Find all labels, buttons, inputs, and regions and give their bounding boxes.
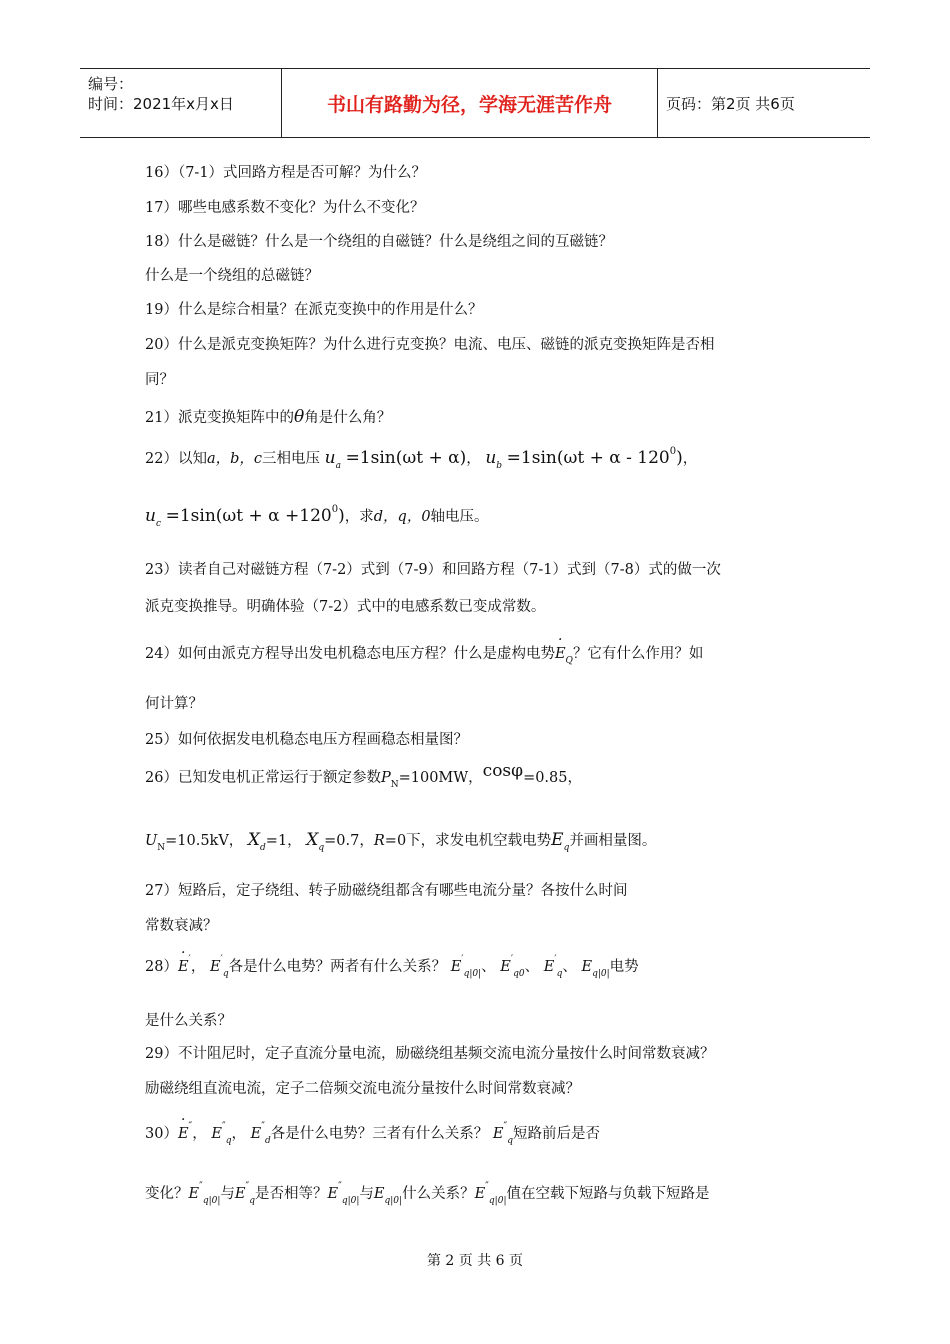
ed-dprime-symbol: E — [250, 1126, 262, 1142]
eq-dprime3-sup: ″ — [245, 1181, 250, 1192]
page-footer: 第 2 页 共 6 页 — [426, 1253, 524, 1269]
e-dprime-symbol: · E — [178, 1124, 189, 1144]
eq0-dprime3-sup: ″ — [485, 1181, 489, 1192]
eq-prime-sub: q — [222, 969, 229, 979]
eq-prime-symbol: E — [209, 959, 221, 975]
question-18-cont: 什么是一个绕组的总磁链？ — [145, 268, 319, 284]
ua-expression: =1sin(ωt + α) — [345, 448, 467, 468]
eq0-dprime-sub: q|0| — [202, 1196, 221, 1206]
question-23-cont: 派克变换推导。明确体验（7-2）式中的电感系数已变成常数。 — [145, 599, 546, 615]
q22-text: 22）以知 — [145, 451, 207, 467]
ub-superscript: 0 — [669, 446, 677, 457]
eq-dprime-symbol: E — [211, 1126, 222, 1142]
q21-text: 21）派克变换矩阵中的 — [145, 410, 294, 426]
question-20-cont: 同？ — [145, 372, 174, 388]
ub-close: ) — [676, 448, 683, 468]
theta-symbol: θ — [293, 407, 305, 427]
ua-symbol: u — [324, 448, 336, 468]
eq-dprime2-sup: ″ — [503, 1121, 508, 1132]
number-label: 编号： — [88, 75, 134, 93]
un-symbol: U — [145, 833, 158, 849]
eq-dprime2-symbol: E — [492, 1126, 504, 1142]
xq-value: =0.7， — [324, 833, 374, 849]
question-24 — [145, 644, 703, 666]
q28-dun2: 、 — [524, 959, 540, 975]
question-24-cont: 何计算？ — [145, 696, 203, 712]
q22-text-mid: 三相电压 — [262, 451, 321, 467]
eq-subscript: Q — [565, 656, 573, 666]
eq0b-prime-symbol: E — [500, 959, 511, 975]
ed-dprime-sub: d — [264, 1136, 271, 1146]
q30-sep2: ， — [231, 1126, 247, 1142]
eq0-prime-sub: q|0| — [463, 969, 482, 979]
q26-end: 并画相量图。 — [569, 833, 657, 849]
q30-text: 各是什么电势？三者有什么关系？ — [270, 1126, 489, 1142]
q28-dun1: 、 — [481, 959, 496, 975]
question-17: 17）哪些电感系数不变化？为什么不变化？ — [145, 200, 425, 216]
q26-text: 26）已知发电机正常运行于额定参数 — [145, 770, 381, 786]
eq0-dprime2-sup: ″ — [338, 1181, 342, 1192]
eq0-plain-symbol: E — [373, 1186, 385, 1202]
question-30-cont — [145, 1181, 710, 1206]
eq0-dprime3-sub: q|0| — [488, 1196, 507, 1206]
question-22-cont — [145, 506, 489, 529]
uc-symbol: u — [145, 506, 156, 526]
xq-subscript: q — [318, 843, 325, 853]
eq0-prime-symbol: E — [450, 959, 462, 975]
q28-end: 电势 — [609, 959, 639, 975]
e-prime-sup: ′ — [188, 954, 191, 965]
q30b-mid: 是否相等？ — [255, 1186, 328, 1202]
question-20: 20）什么是派克变换矩阵？为什么进行克变换？电流、电压、磁链的派克变换矩阵是否相 — [145, 337, 715, 353]
q22-axes: d，q，0 — [373, 509, 431, 525]
eq0-dprime-sup: ″ — [199, 1181, 203, 1192]
question-26-cont — [145, 830, 656, 853]
q30-end: 短路前后是否 — [512, 1126, 600, 1142]
ub-expression: =1sin(ωt + α - 120 — [506, 448, 670, 468]
q26-ask: =0下，求发电机空载电势 — [384, 833, 552, 849]
q28-num: 28） — [145, 959, 178, 975]
q30-sep1: ， — [192, 1126, 207, 1142]
question-27-cont: 常数衰减？ — [145, 918, 218, 934]
ed-dprime-sup: ″ — [261, 1121, 265, 1132]
eq0-plain-sub: q|0| — [384, 1196, 403, 1206]
e-dprime-sup: ″ — [188, 1121, 193, 1132]
ub-symbol: u — [485, 448, 497, 468]
q30b-yu1: 与 — [220, 1186, 235, 1202]
eq-dprime-sup: ″ — [222, 1121, 226, 1132]
motto: 书山有路勤为径，学海无涯苦作舟 — [281, 69, 658, 137]
question-29-cont: 励磁绕组直流电流，定子二倍频交流电流分量按什么时间常数衰减？ — [145, 1081, 580, 1097]
e-prime-symbol: · E — [178, 957, 189, 977]
q22-vars: a，b，c — [206, 451, 263, 467]
pn-value: =100MW， — [398, 770, 483, 786]
question-21 — [145, 407, 391, 428]
eq0-dprime2-sub: q|0| — [341, 1196, 360, 1206]
un-value: =10.5kV， — [165, 833, 244, 849]
uc-close: ) — [338, 506, 345, 526]
ub-subscript: b — [496, 461, 503, 471]
question-28-cont: 是什么关系？ — [145, 1013, 232, 1029]
document-header — [80, 68, 870, 138]
eq-prime2-sup: ′ — [554, 954, 557, 965]
time-label: 时间：2021年x月x日 — [88, 95, 234, 113]
question-18: 18）什么是磁链？什么是一个绕组的自磁链？什么是绕组之间的互磁链？ — [145, 234, 613, 250]
q22-ask: ，求 — [344, 509, 374, 525]
question-26 — [145, 761, 582, 790]
uc-expression: =1sin(ωt + α +120 — [165, 506, 332, 526]
page-label: 页码：第2页 共6页 — [666, 94, 795, 113]
eq0-sub: q|0| — [592, 969, 610, 979]
q30b-text: 变化？ — [145, 1186, 189, 1202]
cos-phi: cosφ — [482, 761, 524, 781]
q24-text: 24）如何由派克方程导出发电机稳态电压方程？什么是虚构电势 — [145, 646, 555, 662]
eq0-symbol: E — [581, 959, 593, 975]
q28-text: 各是什么电势？两者有什么关系？ — [228, 959, 447, 975]
question-19: 19）什么是综合相量？在派克变换中的作用是什么？ — [145, 302, 483, 318]
q24-text-end: ？它有什么作用？如 — [572, 646, 704, 662]
xd-subscript: d — [260, 843, 266, 853]
eq0b-prime-sub: q0 — [513, 969, 525, 979]
eq-prime-sup: ′ — [220, 954, 223, 965]
header-meta — [80, 69, 280, 137]
eq-subscript-q: q — [563, 843, 570, 853]
un-subscript: N — [157, 843, 166, 853]
ua-subscript: a — [335, 461, 341, 471]
uc-superscript: 0 — [331, 504, 339, 515]
cos-value: =0.85， — [523, 770, 582, 786]
question-23: 23）读者自己对磁链方程（7-2）式到（7-9）和回路方程（7-1）式到（7-8）式的做一次 — [145, 562, 721, 578]
q21-text-end: 角是什么角？ — [304, 410, 392, 426]
xd-value: =1， — [265, 833, 302, 849]
question-16: 16）（7-1）式回路方程是否可解？为什么？ — [145, 165, 427, 181]
q30-num: 30） — [145, 1126, 178, 1142]
eq-prime2-sub: q — [556, 969, 563, 979]
eq-dot-symbol: · E — [555, 644, 566, 664]
eq0-dprime-symbol: E — [188, 1186, 200, 1202]
xq-symbol: X — [306, 830, 319, 850]
uc-subscript: c — [155, 519, 161, 529]
eq0b-prime-sup: ′ — [510, 954, 514, 965]
question-29: 29）不计阻尼时，定子直流分量电流，励磁绕组基频交流电流分量按什么时间常数衰减？ — [145, 1046, 715, 1062]
xd-symbol: X — [247, 830, 261, 850]
q30b-end: 值在空载下短路与负载下短路是 — [506, 1186, 710, 1202]
question-27: 27）短路后，定子绕组、转子励磁绕组都含有哪些电流分量？各按什么时间 — [145, 883, 628, 899]
eq-dprime2-sub: q — [507, 1136, 513, 1146]
q28-dun3: 、 — [562, 959, 577, 975]
q30b-mid2: 什么关系？ — [402, 1186, 475, 1202]
eq0-dprime2-symbol: E — [327, 1186, 339, 1202]
eq-prime2-symbol: E — [543, 959, 555, 975]
eq0-dprime3-symbol: E — [474, 1186, 486, 1202]
eq0-prime-sup: ′ — [461, 954, 464, 965]
q30b-yu2: 与 — [359, 1186, 374, 1202]
question-30 — [145, 1121, 600, 1146]
eq-symbol: E — [551, 830, 564, 850]
r-symbol: R — [373, 833, 385, 849]
q22-end: 轴电压。 — [430, 509, 489, 525]
pn-symbol: P — [380, 770, 391, 786]
question-22: 22）以知a，b，c三相电压 $u_a =1\sin(\omega t + \alpha)$， $u_b =1\sin(\omega t + \alpha - 120^0)$， — [145, 446, 698, 471]
q28-sep: ， — [190, 959, 206, 975]
eq-dprime3-symbol: E — [234, 1186, 246, 1202]
pn-subscript: N — [390, 780, 399, 790]
question-25: 25）如何依据发电机稳态电压方程画稳态相量图？ — [145, 732, 468, 748]
eq-dprime-sub: q — [225, 1136, 232, 1146]
eq-dprime3-sub: q — [249, 1196, 256, 1206]
question-28 — [145, 954, 639, 979]
